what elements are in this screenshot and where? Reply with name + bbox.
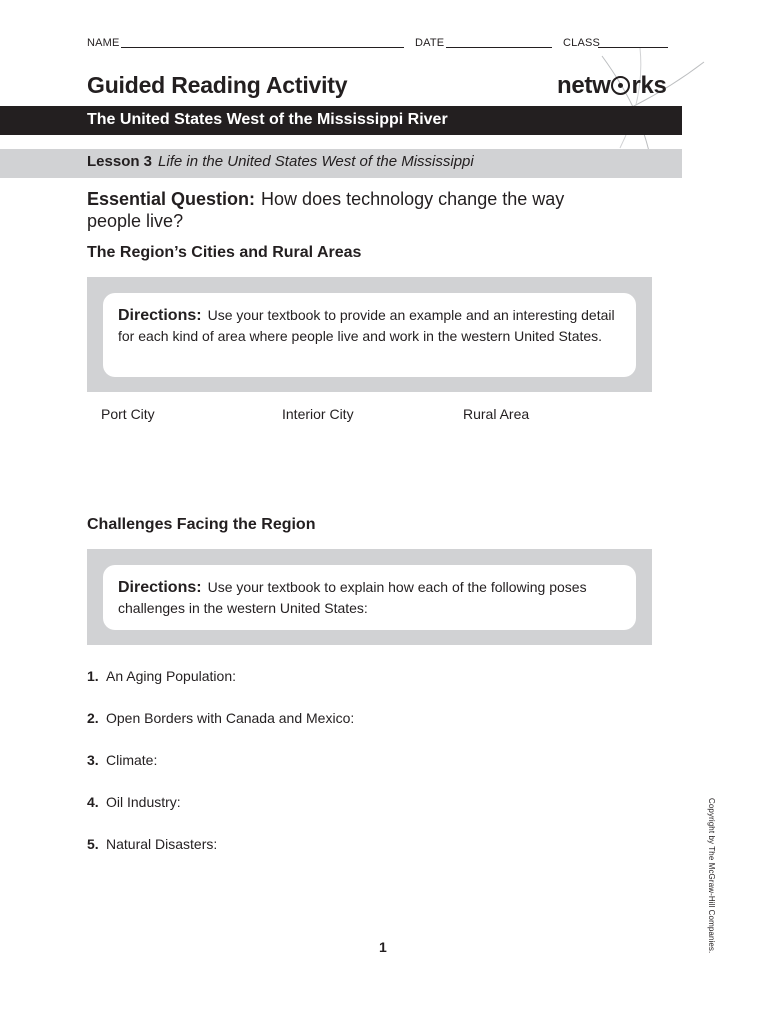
page-number: 1 [379, 939, 387, 955]
column-port-city: Port City [101, 406, 155, 422]
essential-question [87, 188, 567, 232]
name-label: NAME [87, 37, 120, 49]
question-label-3: Climate: [106, 752, 158, 768]
question-number-4: 4. [87, 794, 99, 810]
lesson-number: Lesson 3 [87, 153, 153, 170]
question-number-1: 1. [87, 668, 99, 684]
question-label-1: An Aging Population: [106, 668, 236, 684]
column-interior-city: Interior City [282, 406, 354, 422]
logo-swoosh-icon [600, 48, 710, 158]
essential-question-label: Essential Question: [87, 189, 256, 209]
directions-box-1 [87, 277, 652, 392]
directions-label-1: Directions: [118, 307, 202, 324]
column-rural-area: Rural Area [463, 406, 530, 422]
subtitle: The United States West of the Mississippi River [87, 111, 448, 128]
question-number-2: 2. [87, 710, 99, 726]
question-label-5: Natural Disasters: [106, 836, 218, 852]
section-heading-challenges: Challenges Facing the Region [87, 516, 316, 533]
directions-panel-1 [103, 293, 636, 377]
name-line [121, 47, 404, 48]
directions-panel-2 [103, 565, 636, 630]
directions-text-1: Use your textbook to provide an example and an interesting detail for each kind of area where people live and work in the western United States. [118, 307, 615, 344]
copyright-notice: Copyright by The McGraw-Hill Companies. [707, 798, 716, 954]
date-line [446, 47, 552, 48]
date-label: DATE [415, 37, 445, 49]
question-number-3: 3. [87, 752, 99, 768]
question-label-4: Oil Industry: [106, 794, 181, 810]
directions-1 [118, 305, 621, 346]
question-number-5: 5. [87, 836, 99, 852]
logo-circle-icon [611, 76, 630, 95]
lesson-title: Life in the United States West of the Mississippi [158, 153, 474, 170]
directions-label-2: Directions: [118, 579, 202, 596]
directions-2 [118, 577, 621, 618]
directions-box-2 [87, 549, 652, 645]
question-label-2: Open Borders with Canada and Mexico: [106, 710, 355, 726]
logo-text-start: netw [557, 72, 611, 99]
directions-text-2: Use your textbook to explain how each of the following poses challenges in the western United States: [118, 579, 587, 616]
lesson-heading [87, 153, 474, 170]
class-label: CLASS [563, 37, 601, 49]
logo-text-end: rks [631, 72, 667, 99]
page-title: Guided Reading Activity [87, 72, 348, 98]
section-heading-cities: The Region’s Cities and Rural Areas [87, 244, 362, 261]
essential-question-text: How does technology change the way people live? [87, 189, 565, 231]
networks-logo [557, 72, 667, 100]
